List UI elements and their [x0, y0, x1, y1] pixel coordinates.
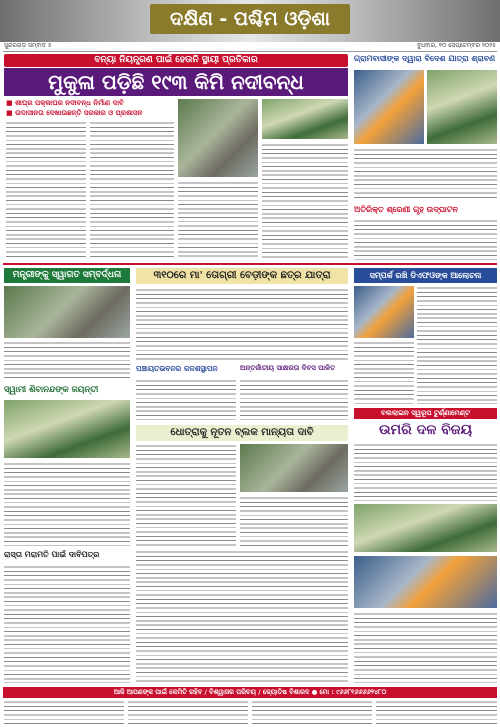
right-top-photo-1	[354, 70, 424, 144]
footer-horoscope-2	[128, 700, 248, 725]
right-bottom-photo-1	[354, 504, 497, 552]
lead-photo-1	[178, 99, 258, 177]
left-lower-photo	[4, 400, 130, 458]
right-bottom-body-b	[354, 612, 497, 683]
lead-bullet-1	[6, 99, 176, 108]
lead-bullet-2	[6, 109, 176, 118]
lead-body-col4	[262, 143, 348, 259]
left-bottom-headline: ରାସ୍ତା ମରାମତି ପାଇଁ ଦାବିପତ୍ର	[4, 550, 100, 559]
footer-horoscope-3	[252, 700, 372, 725]
footer-horoscope-1	[4, 700, 124, 725]
lead-body-col2	[90, 121, 174, 259]
right-bottom-photo-2	[354, 556, 497, 608]
center-lower-3-body-b	[240, 496, 348, 546]
lead-body-col1	[6, 121, 86, 259]
right-top-photo-2	[427, 70, 497, 144]
right-mid-body	[354, 219, 497, 261]
masthead-title: ଦକ୍ଷିଣ - ପଶ୍ଚିମ ଓଡ଼ିଶା	[150, 4, 350, 34]
lead-kicker: ବନ୍ୟା ନିୟନ୍ତ୍ରଣ ପାଇଁ ହେଉନି ସ୍ଥାୟୀ ପ୍ରତିକାର	[4, 54, 348, 67]
lead-photo-2	[262, 99, 348, 139]
left-mid-body	[4, 341, 130, 381]
section-divider	[3, 263, 497, 265]
right-mid-headline: ଅତିରିକ୍ତ ଶ୍ରେଣୀ ଗୃହ ଉଦ୍‌ଘାଟନ	[354, 205, 458, 214]
center-mid-body	[136, 288, 348, 360]
right-top-body	[354, 148, 497, 200]
bullet-text: ଉଦାସୀନତା ଦେଖାଉଛନ୍ତି ସରକାର ଓ ପ୍ରଶାସନ	[15, 109, 143, 117]
page-label: ସୁନ୍ଦରଗଡ଼ ସମ୍ବାଦ ୫	[4, 42, 52, 49]
bullet-icon: ■	[6, 109, 16, 117]
left-lower-body	[4, 462, 130, 546]
right-mid2-headline: ସମ୍ପର୍କ ରଖି ଡିଏଫଓଙ୍କ ଆଲୋଚନା	[354, 268, 497, 283]
center-lower-3-headline: ଧୋତ୍ରାକୁ ନୂତନ ବ୍ଲକ ମାନ୍ୟତା ଦାବି	[136, 425, 348, 441]
masthead	[0, 0, 500, 42]
lead-headline: ମୁକୁଳା ପଡ଼ିଛି ୧୯୩ କିମି ନଦୀବନ୍ଧ	[4, 68, 348, 96]
center-lower-2-headline: ଅନ୍ତର୍ଜାତୀୟ ସାକ୍ଷରତା ଦିବସ ପାଳିତ	[240, 364, 336, 372]
left-mid-headline: ମନ୍ତ୍ରୀଙ୍କୁ ସ୍ୱାଗତ ସମ୍ବର୍ଦ୍ଧନା	[4, 268, 130, 283]
footer-horoscope-4	[376, 700, 497, 725]
left-lower-headline: ସ୍ୱାମୀ ଶିବାନନ୍ଦଙ୍କ ଜୟନ୍ତୀ	[4, 385, 99, 395]
center-lower-3-body	[136, 444, 236, 546]
center-lower-1-headline: ପଞ୍ଚାୟତଭବନର କଳଶସ୍ଥାପନ	[136, 364, 218, 373]
footer-banner: ଆଜି ଆପଣଙ୍କ ପାଇଁ କେମିତି ରହିବ / ବିଶ୍ୱାସର ପରିଚୟ / ଜ୍ୟୋତିଷ ବିଶାରଦ ● ମୋ : ୯୬୬୮୧୬୬୬୬୨୪୮୦	[3, 687, 497, 698]
center-lower-1-body	[136, 379, 236, 421]
page-date: ବୁଧବାର, ୧୦ ସେପ୍ଟେମ୍ବର ୨୦୨୫	[416, 42, 496, 49]
right-bottom-headline: ଉମରି ଦଳ ବିଜୟ	[378, 422, 472, 438]
center-lower-2-body	[240, 379, 348, 421]
right-mid2-body	[417, 286, 497, 404]
right-mid2-body-b	[354, 341, 414, 404]
right-bottom-body	[354, 443, 497, 501]
bullet-icon: ■	[6, 99, 16, 107]
left-bottom-body	[4, 565, 130, 683]
lead-body-col3	[178, 181, 258, 259]
right-bottom-kicker: ବଲଲାଇନ ସ୍ୱରୂପ ଟୁର୍ଣ୍ଣାମେଣ୍ଟ	[354, 408, 497, 419]
bullet-text: ଶୀଘ୍ର ପକ୍କାଘର ନଦୀବନ୍ଧ ନିର୍ମାଣ ଦାବି	[15, 99, 124, 107]
masthead-divider	[3, 51, 497, 52]
left-mid-photo	[4, 286, 130, 338]
center-mid-headline: ୩୧୦ରେ ମା' ତୋଗ୍ରୀ ବେଡ଼ୀଙ୍କ ଛତ୍ର ଯାତ୍ରା	[136, 268, 348, 284]
center-bottom-body	[136, 550, 348, 683]
right-top-headline: ଗ୍ରାମବାସୀଙ୍କ ଦ୍ୱାରା ବିଦେଶ ଯାତ୍ରା ଶ୍ରାବଣ	[354, 54, 496, 63]
center-lower-3-photo	[240, 444, 348, 492]
right-mid2-photo	[354, 286, 414, 338]
